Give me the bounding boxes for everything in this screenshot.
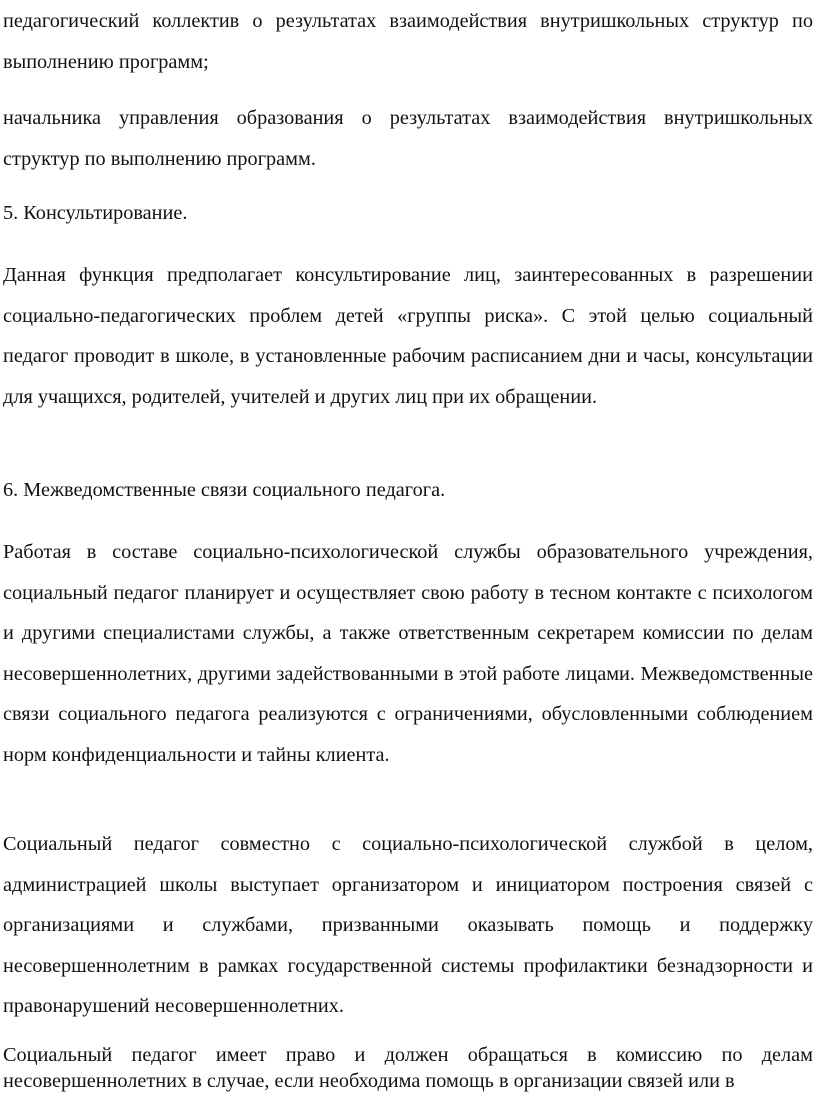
section-heading-consulting: 5. Консультирование. <box>3 202 188 224</box>
paragraph-organizer-role: Социальный педагог совместно с социально-психологической службой в целом, администрацией школы выступает организатором и инициатором построения связей с организациями и службами, призванными оказывать помощь и поддержку несовершеннолетним в рамках государственной системы профилактики безнадзорности и правонарушений несовершеннолетних. <box>3 833 813 1017</box>
section-heading-interagency-links: 6. Межведомственные связи социального педагога. <box>3 479 446 501</box>
paragraph-teaching-staff: педагогический коллектив о результатах взаимодействия внутришкольных структур по выполнению программ; <box>3 10 813 73</box>
paragraph-head-of-education: начальника управления образования о результатах взаимодействия внутришкольных структур по выполнению программ. <box>3 107 813 170</box>
paragraph-consulting-function: Данная функция предполагает консультирование лиц, заинтересованных в разрешении социально-педагогических проблем детей «группы риска». С этой целью социальный педагог проводит в школе, в установленные рабочим расписанием дни и часы, консультации для учащихся, родителей, учителей и других лиц при их обращении. <box>3 264 813 408</box>
paragraph-social-psych-service: Работая в составе социально-психологической службы образовательного учреждения, социальный педагог планирует и осуществляет свою работу в тесном контакте с психологом и другими специалистами службы, а также ответственным секретарем комиссии по делам несовершеннолетних, другими задействованными в этой работе лицами. Межведомственные связи социального педагога реализуются с ограничениями, обусловленными соблюдением норм конфиденциальности и тайны клиента. <box>3 541 813 766</box>
paragraph-commission-rights: Социальный педагог имеет право и должен обращаться в комиссию по делам несовершеннолетних в случае, если необходима помощь в организации связей или в <box>3 1044 813 1092</box>
